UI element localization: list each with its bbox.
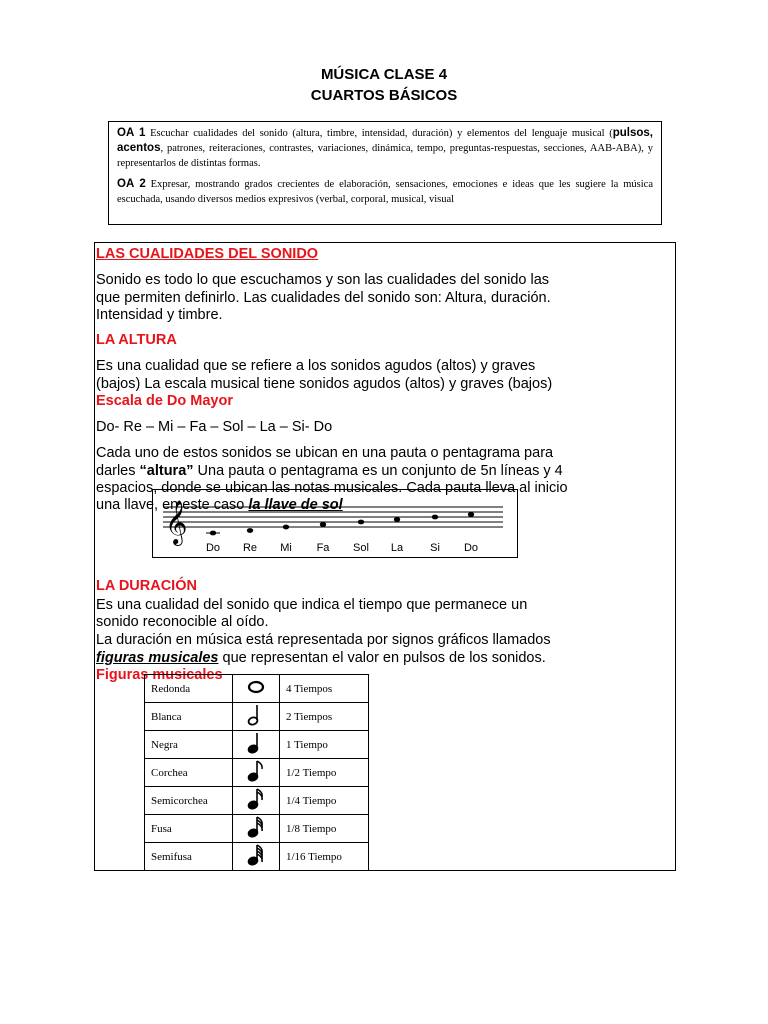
figure-name: Negra — [145, 731, 233, 759]
note-figure-icon — [241, 731, 271, 755]
figure-name: Semicorchea — [145, 787, 233, 815]
figure-name: Blanca — [145, 703, 233, 731]
staff-note-label: Do — [463, 542, 479, 554]
staff-note-label: Re — [242, 542, 258, 554]
paragraph-line: Cada uno de estos sonidos se ubican en una pauta o pentagrama para — [96, 445, 554, 461]
treble-clef-icon: 𝄞 — [165, 500, 188, 544]
note-figure-icon — [241, 843, 271, 867]
staff-note — [394, 517, 400, 522]
paragraph-line: que permiten definirlo. Las cualidades del sonido son: Altura, duración. — [96, 290, 551, 306]
table-row — [145, 815, 369, 843]
table-row — [145, 759, 369, 787]
figure-value: 1/8 Tiempo — [280, 815, 369, 843]
figure-symbol-cell — [233, 843, 280, 871]
staff-note — [432, 515, 438, 520]
oa2-label: OA 2 — [117, 178, 146, 190]
figures-table-body — [145, 675, 369, 871]
paragraph-line: sonido reconocible al oído. — [96, 614, 269, 630]
staff-note — [283, 525, 289, 530]
figure-symbol-cell — [233, 675, 280, 703]
heading-cualidades: LAS CUALIDADES DEL SONIDO — [96, 246, 319, 262]
figure-symbol-cell — [233, 815, 280, 843]
staff-notes — [206, 512, 478, 554]
note-figure-icon — [241, 703, 271, 727]
note-figure-icon — [241, 787, 271, 811]
paragraph-line: espacios, donde se ubican las notas musicales. Cada pauta lleva al inicio — [96, 480, 568, 496]
heading-escala: Escala de Do Mayor — [96, 393, 233, 409]
paragraph-line: Es una cualidad del sonido que indica el tiempo que permanece un — [96, 597, 528, 613]
page-title: MÚSICA CLASE 4 — [320, 66, 448, 83]
staff-note-label: La — [390, 542, 404, 554]
oa2-text: Expresar, mostrando grados crecientes de elaboración, sensaciones, emociones e ideas que les sugiere la música escuchada, usando diversos medios expresivos (verbal, corporal, musical, visual — [117, 179, 653, 205]
text-darles: darles — [96, 463, 140, 479]
scale-line: Do- Re – Mi – Fa – Sol – La – Si- Do — [96, 419, 333, 435]
paragraph-line — [96, 650, 546, 667]
paragraph-line — [96, 463, 563, 480]
staff-note-label: Fa — [316, 542, 330, 554]
figures-table — [144, 674, 369, 871]
table-row — [145, 703, 369, 731]
oa1-bold: pulsos, acentos — [117, 127, 653, 154]
staff-note — [468, 512, 474, 517]
heading-figuras: Figuras musicales — [96, 667, 223, 683]
table-row — [145, 787, 369, 815]
text-altura-bold: “altura” — [139, 463, 194, 479]
figure-value: 1/4 Tiempo — [280, 787, 369, 815]
oa1-label: OA 1 — [117, 127, 146, 139]
text-figuras-musicales: figuras musicales — [96, 650, 219, 666]
staff-note-label: Si — [430, 542, 440, 554]
figure-symbol-cell — [233, 787, 280, 815]
figure-value: 1/16 Tiempo — [280, 843, 369, 871]
text-representan: que representan el valor en pulsos de los sonidos. — [218, 650, 546, 666]
staff-note — [358, 520, 364, 525]
note-figure-icon — [241, 815, 271, 839]
oa1-text-a: Escuchar cualidades del sonido (altura, timbre, intensidad, duración) y elementos del lenguaje musical ( — [145, 128, 613, 139]
objectives-box — [108, 121, 662, 225]
text-llave-de-sol: la llave de sol — [248, 497, 343, 513]
figure-value: 1 Tiempo — [280, 731, 369, 759]
staff-note — [247, 528, 253, 533]
figure-name: Corchea — [145, 759, 233, 787]
paragraph-line: Intensidad y timbre. — [96, 307, 223, 323]
note-figure-icon — [241, 759, 271, 783]
figure-name: Fusa — [145, 815, 233, 843]
staff-note-label: Sol — [353, 542, 369, 554]
figure-value: 1/2 Tiempo — [280, 759, 369, 787]
table-row — [145, 843, 369, 871]
paragraph-line — [96, 497, 343, 514]
figure-symbol-cell — [233, 759, 280, 787]
objective-1 — [117, 126, 653, 171]
text-pauta: Una pauta o pentagrama es un conjunto de 5n líneas y 4 — [193, 463, 563, 479]
oa1-text-b: , patrones, reiteraciones, contrastes, variaciones, dinámica, tempo, preguntas-respuestas, secciones, AAB-ABA), y representarlos de distintas formas. — [117, 143, 653, 169]
heading-duracion: LA DURACIÓN — [96, 578, 197, 594]
figure-value: 4 Tiempos — [280, 675, 369, 703]
table-row — [145, 675, 369, 703]
figure-value: 2 Tiempos — [280, 703, 369, 731]
objective-2 — [117, 177, 653, 207]
staff-note-label: Do — [205, 542, 221, 554]
figure-symbol-cell — [233, 731, 280, 759]
text-llave: una llave, en este caso — [96, 497, 249, 513]
paragraph-line: Es una cualidad que se refiere a los sonidos agudos (altos) y graves — [96, 358, 536, 374]
figure-name: Semifusa — [145, 843, 233, 871]
paragraph-line: Sonido es todo lo que escuchamos y son las cualidades del sonido las — [96, 272, 550, 288]
figure-symbol-cell — [233, 703, 280, 731]
heading-altura: LA ALTURA — [96, 332, 177, 348]
figure-name: Redonda — [145, 675, 233, 703]
note-figure-icon — [241, 675, 271, 699]
page-subtitle: CUARTOS BÁSICOS — [310, 87, 458, 104]
staff-note — [320, 522, 326, 527]
table-row — [145, 731, 369, 759]
paragraph-line: (bajos) La escala musical tiene sonidos agudos (altos) y graves (bajos) — [96, 376, 553, 392]
staff-note-label: Mi — [280, 542, 292, 554]
paragraph-line: La duración en música está representada por signos gráficos llamados — [96, 632, 551, 648]
